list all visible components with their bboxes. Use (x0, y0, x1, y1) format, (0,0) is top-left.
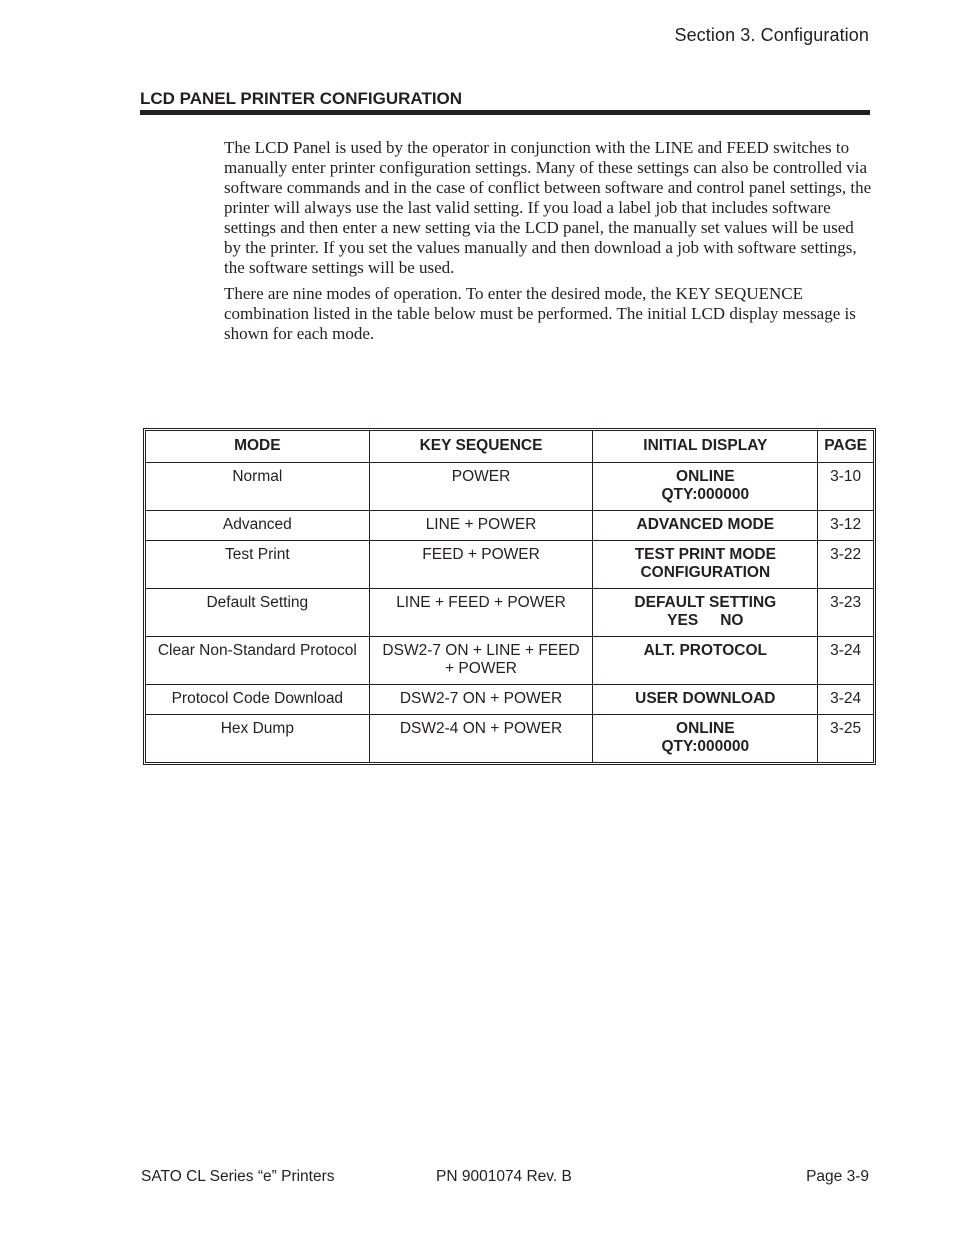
display-line-2: CONFIGURATION (640, 564, 771, 581)
display-line-2 (599, 612, 811, 630)
modes-table-frame (143, 428, 876, 765)
cell-mode: Normal (146, 463, 370, 511)
header-initial-display: INITIAL DISPLAY (593, 431, 818, 463)
modes-table (145, 430, 874, 763)
cell-initial-display (593, 463, 818, 511)
cell-mode: Clear Non-Standard Protocol (146, 637, 370, 685)
display-yes: YES (667, 612, 699, 629)
table-row (146, 589, 874, 637)
display-line-1: TEST PRINT MODE (634, 546, 776, 563)
cell-mode: Advanced (146, 511, 370, 541)
footer-part-number: PN 9001074 Rev. B (436, 1168, 572, 1185)
cell-initial-display (593, 589, 818, 637)
cell-key-sequence: DSW2-4 ON + POWER (369, 715, 593, 763)
table-row (146, 541, 874, 589)
display-line-1: ONLINE (676, 720, 735, 737)
footer-product: SATO CL Series “e” Printers (141, 1168, 335, 1185)
cell-mode: Default Setting (146, 589, 370, 637)
cell-page: 3-24 (818, 685, 874, 715)
cell-initial-display (593, 541, 818, 589)
display-line-1: ONLINE (676, 468, 735, 485)
display-no: NO (720, 612, 744, 629)
cell-key-sequence: LINE + POWER (369, 511, 593, 541)
cell-key-sequence: FEED + POWER (369, 541, 593, 589)
cell-page: 3-10 (818, 463, 874, 511)
key-line-1: DSW2-7 ON + LINE + FEED (382, 642, 580, 659)
table-row (146, 511, 874, 541)
table-row (146, 463, 874, 511)
page-title: LCD PANEL PRINTER CONFIGURATION (140, 89, 463, 108)
cell-key-sequence: LINE + FEED + POWER (369, 589, 593, 637)
cell-initial-display (593, 511, 818, 541)
header-mode: MODE (146, 431, 370, 463)
title-rule (140, 110, 870, 115)
display-line-1: ALT. PROTOCOL (643, 642, 768, 659)
cell-initial-display (593, 637, 818, 685)
cell-page: 3-22 (818, 541, 874, 589)
cell-mode: Hex Dump (146, 715, 370, 763)
cell-initial-display (593, 715, 818, 763)
header-page: PAGE (818, 431, 874, 463)
cell-page: 3-23 (818, 589, 874, 637)
cell-page: 3-24 (818, 637, 874, 685)
paragraph-1: The LCD Panel is used by the operator in conjunction with the LINE and FEED switches to manually enter printer configuration settings. Many of these settings can also be controlled via software commands and in the case of conflict between software and control panel settings, the printer will always use the last valid setting. If you load a label job that includes software settings and then enter a new setting via the LCD panel, the manually set values will be used by the printer. If you set the values manually and then download a job with software settings, the software settings will be used. (224, 138, 872, 277)
cell-key-sequence: POWER (369, 463, 593, 511)
footer-page-number: Page 3-9 (806, 1168, 869, 1185)
cell-mode: Test Print (146, 541, 370, 589)
cell-mode: Protocol Code Download (146, 685, 370, 715)
cell-page: 3-12 (818, 511, 874, 541)
header-key-sequence: KEY SEQUENCE (369, 431, 593, 463)
cell-key-sequence: DSW2-7 ON + POWER (369, 685, 593, 715)
cell-initial-display (593, 685, 818, 715)
cell-key-sequence (369, 637, 593, 685)
display-line-2: QTY:000000 (661, 486, 750, 503)
table-row (146, 715, 874, 763)
paragraph-2: There are nine modes of operation. To enter the desired mode, the KEY SEQUENCE combination listed in the table below must be performed. The initial LCD display message is shown for each mode. (224, 284, 856, 343)
display-line-1: USER DOWNLOAD (635, 690, 776, 707)
table-header-row (146, 431, 874, 463)
table-row (146, 637, 874, 685)
display-line-2: QTY:000000 (661, 738, 750, 755)
display-line-1: DEFAULT SETTING (634, 594, 777, 611)
cell-page: 3-25 (818, 715, 874, 763)
body-text (224, 138, 874, 350)
section-header: Section 3. Configuration (674, 25, 869, 45)
key-line-2: + POWER (445, 660, 517, 677)
display-line-1: ADVANCED MODE (636, 516, 775, 533)
table-row (146, 685, 874, 715)
